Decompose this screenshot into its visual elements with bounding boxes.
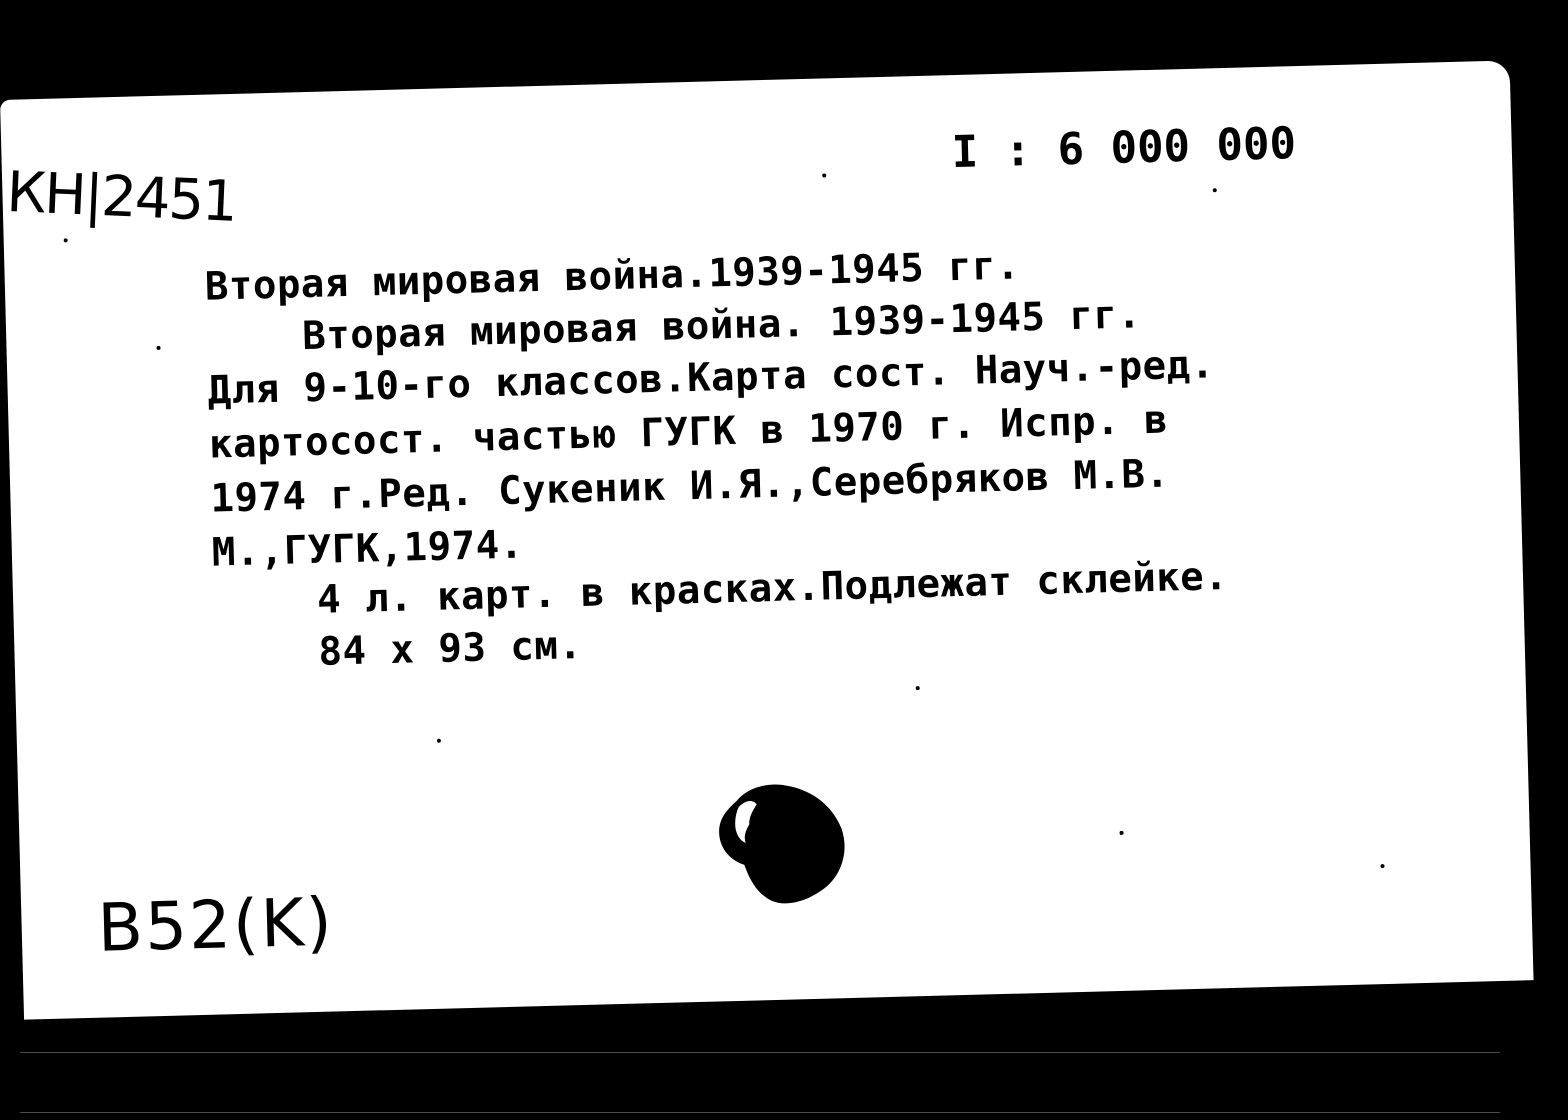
description-line: 1974 г.Ред. Сукеник И.Я.,Серебряков М.В. <box>209 451 1170 522</box>
dust-speck <box>64 238 68 242</box>
dust-speck <box>916 686 920 690</box>
scan-artifact-line <box>20 1112 1500 1113</box>
dust-speck <box>822 173 826 177</box>
catalog-card <box>0 60 1534 1019</box>
dust-speck <box>1120 831 1124 835</box>
dust-speck <box>1380 864 1384 868</box>
description-line: Вторая мировая война. 1939-1945 гг. <box>301 292 1142 360</box>
extent-line: 4 л. карт. в красках.Подлежат склейке. <box>316 554 1229 623</box>
dust-speck <box>437 739 441 743</box>
map-scale: I : 6 000 000 <box>951 118 1297 179</box>
dust-speck <box>156 346 160 350</box>
shelf-mark: КН|2451 <box>5 159 238 235</box>
dust-speck <box>1213 188 1217 192</box>
description-line: Для 9-10-го классов.Карта сост. Науч.-ред. <box>207 342 1216 414</box>
dimensions-line: 84 х 93 см. <box>317 622 583 675</box>
title-line: Вторая мировая война.1939-1945 гг. <box>204 243 1021 310</box>
description-line: картосост. частью ГУГК в 1970 г. Испр. в <box>208 397 1169 468</box>
subject-code: B52(K) <box>96 883 335 967</box>
ink-blot-icon <box>708 778 851 912</box>
publisher-line: М.,ГУГК,1974. <box>211 522 525 576</box>
scan-artifact-line <box>20 1052 1500 1053</box>
